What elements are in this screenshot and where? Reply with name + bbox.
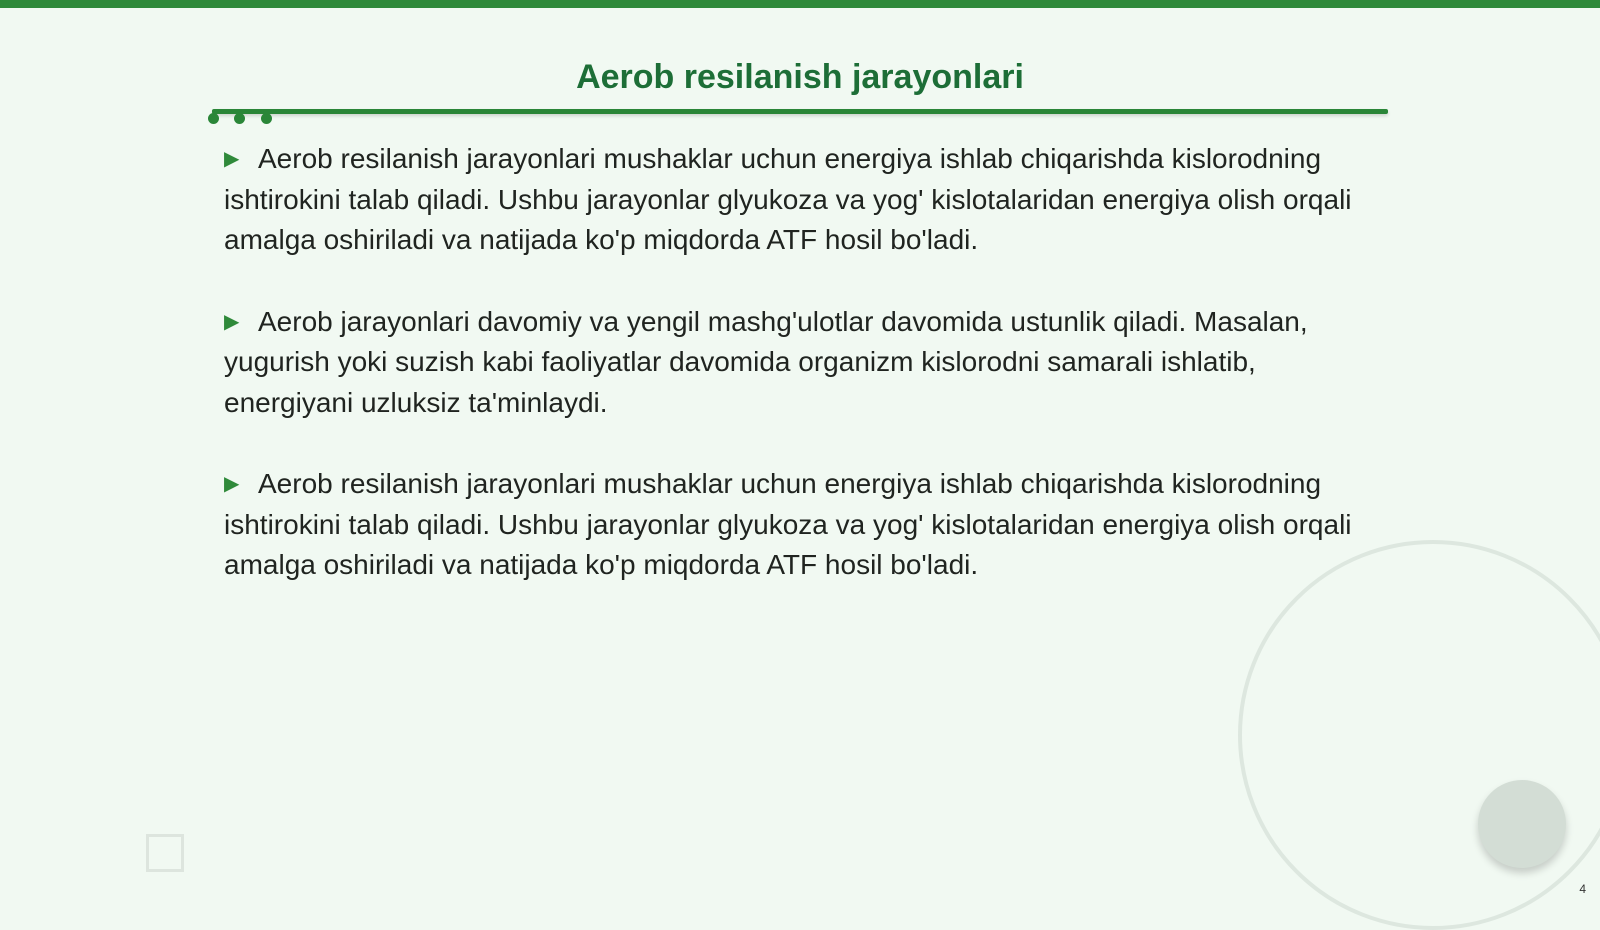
triangle-bullet-icon: ▶: [224, 310, 240, 333]
top-accent-bar: [0, 0, 1600, 8]
underline-dot: [261, 113, 272, 124]
slide-title: Aerob resilanish jarayonlari: [576, 58, 1024, 96]
bullet-item: [224, 464, 1384, 586]
triangle-bullet-icon: ▶: [224, 473, 240, 495]
bullet-text: Aerob resilanish jarayonlari mushaklar uchun energiya ishlab chiqarishda kislorodning ishtirokini talab qiladi. Ushbu jarayonlar glyukoza va yog' kislotalaridan energiya olish orqali amalga oshiriladi va natijada ko'p miqdorda ATF hosil bo'ladi.: [224, 143, 1352, 255]
decorative-circle: [1478, 780, 1566, 868]
bullet-list: [224, 139, 1384, 627]
bullet-text: Aerob jarayonlari davomiy va yengil mashg'ulotlar davomida ustunlik qiladi. Masalan, yugurish yoki suzish kabi faoliyatlar davomida organizm kislorodni samarali ishlatib, energiyani uzluksiz ta'minlaydi.: [224, 305, 1308, 418]
title-underline: [212, 109, 1388, 114]
bullet-item: [224, 139, 1384, 261]
underline-dot: [208, 113, 219, 124]
triangle-bullet-icon: ▶: [224, 148, 240, 170]
underline-dot: [234, 113, 245, 124]
bullet-text: Aerob resilanish jarayonlari mushaklar uchun energiya ishlab chiqarishda kislorodning ishtirokini talab qiladi. Ushbu jarayonlar glyukoza va yog' kislotalaridan energiya olish orqali amalga oshiriladi va natijada ko'p miqdorda ATF hosil bo'ladi.: [224, 468, 1352, 580]
bullet-item: [224, 302, 1384, 424]
page-number: 4: [1579, 882, 1586, 896]
decorative-square-outline: [146, 834, 184, 872]
decorative-circle-outline: [1238, 540, 1600, 930]
